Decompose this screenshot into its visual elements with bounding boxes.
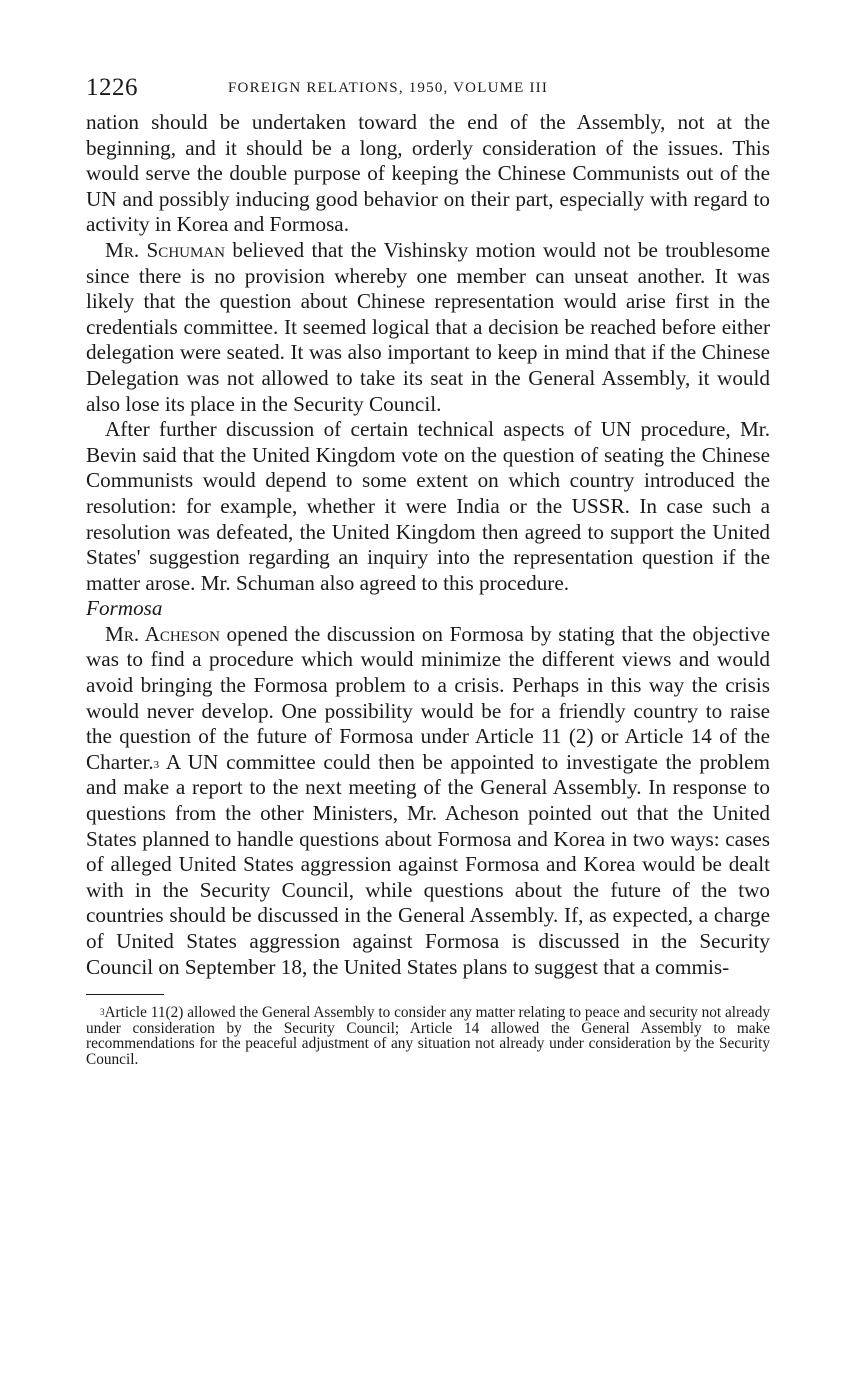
document-page xyxy=(86,70,770,1067)
footnote-reference: 3 xyxy=(153,758,160,771)
paragraph-text: opened the discussion on Formosa by stating that the objective was to find a procedure which would minimize the different views and would avoid bringing the Formosa problem to a crisis. Perhaps in this way the crisis would never develop. One possibility would be for a friendly country to raise the question of the future of Formosa under Article 11 (2) or Article 14 of the Charter. xyxy=(86,621,770,774)
footnote-text: Article 11(2) allowed the General Assembly to consider any matter relating to peace and security not already under consideration by the Security Council; Article 14 allowed the General Assembly to make recommendations for the peaceful adjustment of any situation not already under consideration by the Security Council. xyxy=(86,1004,770,1068)
paragraph-schuman xyxy=(86,238,770,417)
speaker-name: Mr. Schuman xyxy=(105,237,225,262)
page-number: 1226 xyxy=(86,74,138,101)
footnote xyxy=(86,1005,770,1067)
paragraph-acheson xyxy=(86,622,770,980)
paragraph-continuation: nation should be undertaken toward the end of the Assembly, not at the beginning, and it should be a long, orderly consideration of the issues. This would serve the double purpose of keeping the Chinese Communists out of the UN and possibly inducing good behavior on their part, especially with regard to activity in Korea and Formosa. xyxy=(86,110,770,237)
body-text xyxy=(86,110,770,980)
paragraph-bevin: After further discussion of certain technical aspects of UN procedure, Mr. Bevin said that the United Kingdom vote on the question of seating the Chinese Communists would depend to some extent on which country introduced the resolution: for example, whether it were India or the USSR. In case such a resolution was defeated, the United Kingdom then agreed to support the United States' suggestion regarding an inquiry into the representation question if the matter arose. Mr. Schuman also agreed to this procedure. xyxy=(86,417,770,595)
running-head: FOREIGN RELATIONS, 1950, VOLUME III xyxy=(228,80,549,96)
page-header xyxy=(86,70,770,110)
section-heading: Formosa xyxy=(86,596,163,621)
paragraph-text: A UN committee could then be appointed to investigate the problem and make a report to the next meeting of the General Assembly. In response to questions from the other Ministers, Mr. Acheson pointed out that the United States planned to handle questions about Formosa and Korea in two ways: cases of alleged United States aggression against Formosa and Korea would be dealt with in the Security Council, while questions about the future of the two countries should be discussed in the General Assembly. If, as expected, a charge of United States aggression against Formosa is discussed in the Security Council on September 18, the United States plans to suggest that a commis- xyxy=(86,749,770,979)
speaker-name: Mr. Acheson xyxy=(105,621,220,646)
footnote-marker: 3 xyxy=(100,1007,105,1018)
paragraph-text: believed that the Vishinsky motion would not be troublesome since there is no provision whereby one member can unseat another. It was likely that the question about Chinese representation would arise first in the credentials committee. It seemed logical that a decision be reached before either delegation were seated. It was also important to keep in mind that if the Chinese Delegation was not allowed to take its seat in the General Assembly, it would also lose its place in the Security Council. xyxy=(86,237,770,416)
footnote-divider xyxy=(86,994,164,995)
